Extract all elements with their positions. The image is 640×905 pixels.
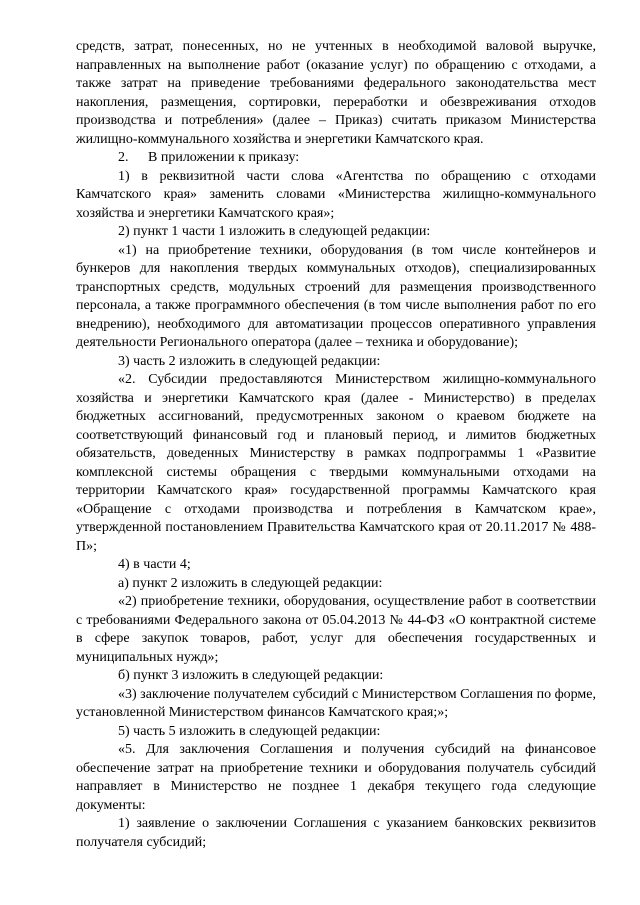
item-2-text: В приложении к приказу: — [148, 150, 300, 165]
paragraph-sub-4b: б) пункт 3 изложить в следующей редакции: — [118, 668, 384, 683]
paragraph-sub-4: 4) в части 4; — [118, 557, 191, 572]
paragraph-quote-1: «1) на приобретение техники, оборудования (в том числе контейнеров и бункеров для накопления твердых коммунальных отходов), специализированных транспортных средств, модульных строений для размещения производственного персонала, а также программного обеспечения (в том числе выполнения работ по его внедрению), необходимого для автоматизации процессов оперативного управления деятельности Регионального оператора (далее – техника и оборудование); — [76, 242, 596, 350]
paragraph-sub-3: 3) часть 2 изложить в следующей редакции: — [118, 353, 381, 369]
paragraph-quote-5: «5. Для заключения Соглашения и получения субсидий на финансовое обеспечение затрат на приобретение техники и оборудования получатель субсидий направляет в Министерство не позднее 1 декабря текущего года следующие документы: — [76, 742, 596, 813]
paragraph-quote-4: «3) заключение получателем субсидий с Министерством Соглашения по форме, установленной Министерством финансов Камчатского края;»; — [76, 686, 596, 720]
paragraph-item-2 — [76, 149, 596, 168]
paragraph-sub-5: 5) часть 5 изложить в следующей редакции: — [118, 723, 381, 739]
paragraph-sub-4a: а) пункт 2 изложить в следующей редакции: — [118, 575, 383, 591]
paragraph-quote-3: «2) приобретение техники, оборудования, осуществление работ в соответствии с требованиями Федерального закона от 05.04.2013 № 44-ФЗ «О контрактной системе в сфере закупок товаров, работ, услуг для обеспечения государственных и муниципальных нужд»; — [76, 594, 596, 665]
paragraph-sub-2: 2) пункт 1 части 1 изложить в следующей редакции: — [118, 224, 431, 239]
paragraph-doc-1: 1) заявление о заключении Соглашения с указанием банковских реквизитов получателя субсидий; — [76, 816, 596, 850]
item-number: 2. — [118, 150, 129, 165]
document-page — [76, 38, 596, 852]
paragraph-sub-1: 1) в реквизитной части слова «Агентства по обращению с отходами Камчатского края» заменить словами «Министерства жилищно-коммунального хозяйства и энергетики Камчатского края»; — [76, 168, 596, 221]
paragraph-quote-2: «2. Субсидии предоставляются Министерством жилищно-коммунального хозяйства и энергетики Камчатского края (далее - Министерство) в пределах бюджетных ассигнований, предусмотренных законом о краевом бюджете на соответствующий финансовый год и плановый период, и лимитов бюджетных обязательств, доведенных Министерству в рамках подпрограммы 1 «Развитие комплексной системы обращения с твердыми коммунальными отходами на территории Камчатского края» государственной программы Камчатского края «Обращение с отходами производства и потребления в Камчатском крае», утвержденной постановлением Правительства Камчатского края от 20.11.2017 № 488-П»; — [76, 372, 596, 554]
paragraph-intro: средств, затрат, понесенных, но не учтенных в необходимой валовой выручке, направленных на выполнение работ (оказание услуг) по обращению с отходами, а также затрат на приведение требованиями федерального законодательства мест накопления, размещения, сортировки, переработки и обезвреживания отходов производства и потребления» (далее – Приказ) считать приказом Министерства жилищно-коммунального хозяйства и энергетики Камчатского края. — [76, 39, 596, 147]
